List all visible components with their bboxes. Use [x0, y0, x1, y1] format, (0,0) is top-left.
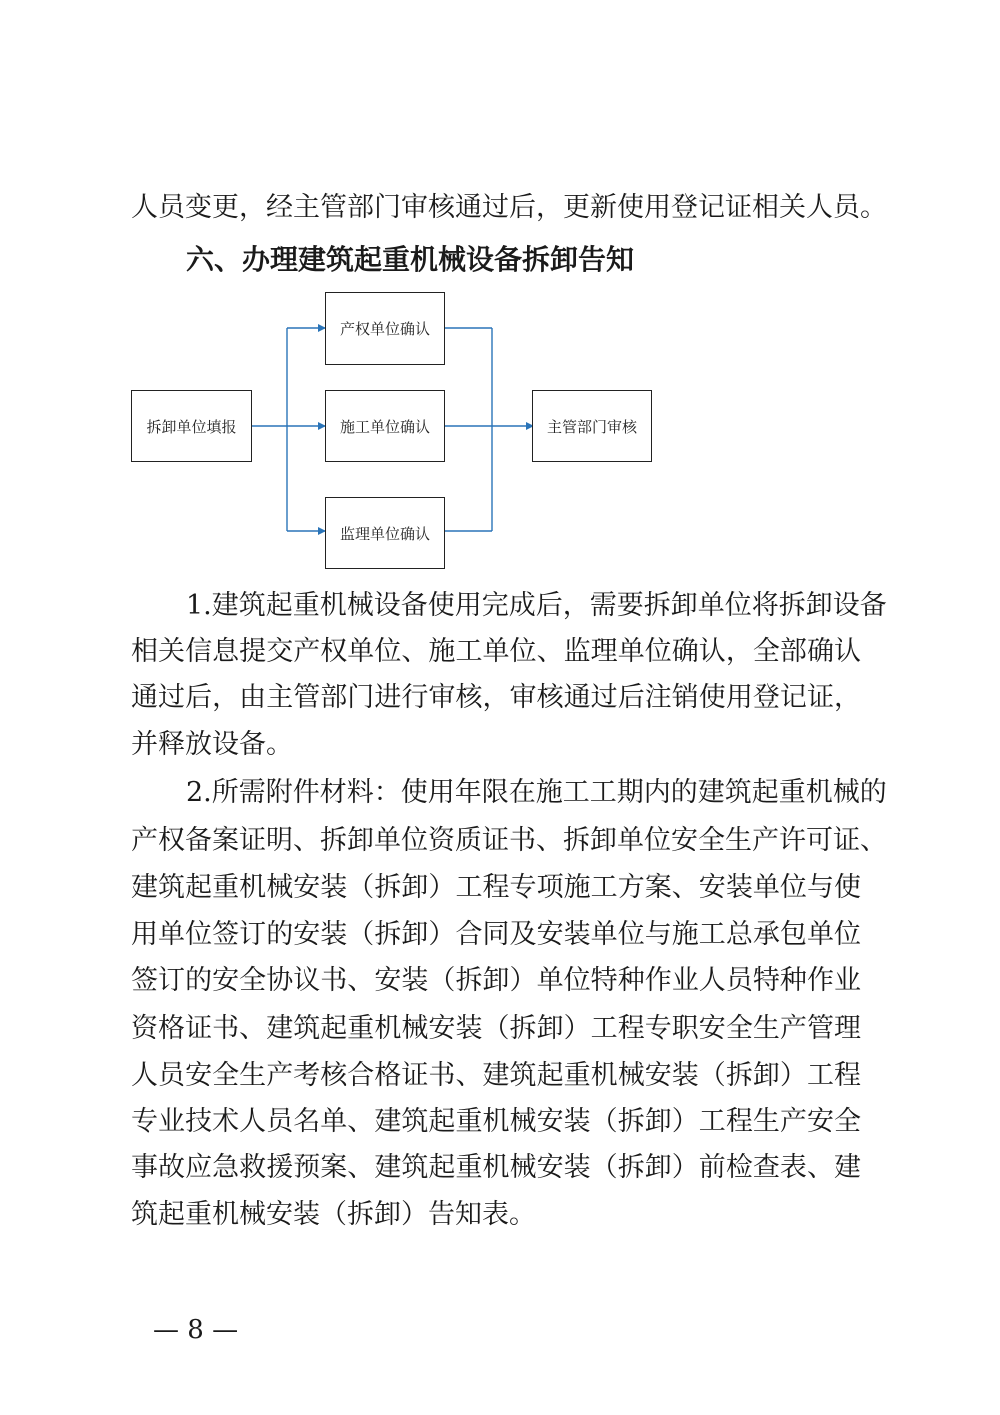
paragraph-line: 专业技术人员名单、建筑起重机械安装（拆卸）工程生产安全 [131, 1106, 861, 1137]
paragraph-line: 相关信息提交产权单位、施工单位、监理单位确认，全部确认 [131, 636, 861, 667]
paragraph-line: 建筑起重机械安装（拆卸）工程专项施工方案、安装单位与使 [131, 872, 861, 903]
paragraph-line: 2.所需附件材料：使用年限在施工工期内的建筑起重机械的 [186, 777, 887, 808]
paragraph-line: 事故应急救援预案、建筑起重机械安装（拆卸）前检查表、建 [131, 1152, 861, 1183]
paragraph-line: 产权备案证明、拆卸单位资质证书、拆卸单位安全生产许可证、 [131, 825, 887, 856]
flow-node-branch-2: 施工单位确认 [325, 390, 445, 462]
page-number: — 8 — [153, 1315, 239, 1345]
flow-node-branch-1: 产权单位确认 [325, 292, 445, 365]
paragraph-line: 人员变更，经主管部门审核通过后，更新使用登记证相关人员。 [131, 192, 887, 223]
paragraph-line: 资格证书、建筑起重机械安装（拆卸）工程专职安全生产管理 [131, 1013, 861, 1044]
paragraph-line: 通过后，由主管部门进行审核，审核通过后注销使用登记证， [131, 682, 861, 713]
paragraph-line: 用单位签订的安装（拆卸）合同及安装单位与施工总承包单位 [131, 919, 861, 950]
paragraph-line: 签订的安全协议书、安装（拆卸）单位特种作业人员特种作业 [131, 965, 861, 996]
section-heading: 六、办理建筑起重机械设备拆卸告知 [186, 243, 635, 276]
flowchart-connectors [0, 0, 1000, 600]
flow-node-branch-3: 监理单位确认 [325, 497, 445, 569]
flow-node-start: 拆卸单位填报 [131, 390, 252, 462]
paragraph-line: 并释放设备。 [131, 729, 293, 760]
paragraph-line: 人员安全生产考核合格证书、建筑起重机械安装（拆卸）工程 [131, 1060, 861, 1091]
paragraph-line: 1.建筑起重机械设备使用完成后，需要拆卸单位将拆卸设备 [186, 590, 887, 621]
flow-node-end: 主管部门审核 [532, 390, 652, 462]
paragraph-line: 筑起重机械安装（拆卸）告知表。 [131, 1199, 536, 1230]
